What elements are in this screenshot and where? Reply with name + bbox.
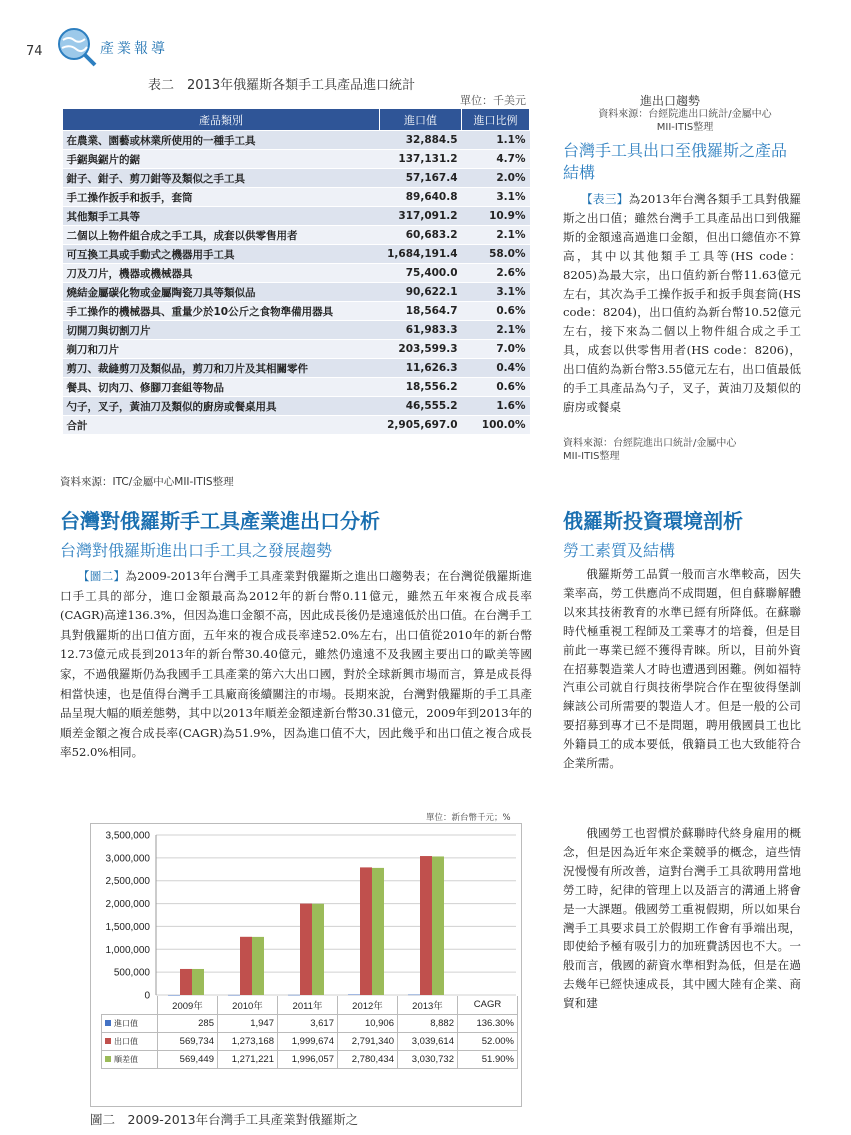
- source-note-bottom: 資料來源：台經院進出口統計/金屬中心 MII-ITIS整理: [563, 437, 801, 463]
- cell-share: 1.1%: [462, 131, 530, 150]
- legend-label: 出口值: [114, 1036, 138, 1046]
- cell-value: 317,091.2: [380, 207, 462, 226]
- table-row: [63, 359, 530, 378]
- series-row: [102, 1014, 518, 1032]
- table-body: [63, 131, 530, 435]
- right-paragraph-3: 俄國勞工也習慣於蘇聯時代終身雇用的概念，但是因為近年來企業競爭的概念，這些情況慢慢有所改善，這對台灣手工具欲聘用當地勞工時，紀律的管理上以及語言的溝通上將會是一大課題。俄國勞工重視假期，所以如果台灣手工具要求員工於假期工作會有爭端出現，即使給予極有吸引力的加班費誘因也不大。一般而言，俄國的薪資水準相對為低，但是在過去幾年已經快速成長，其中國大陸有企業、商貿和建: [563, 826, 801, 1011]
- legend-swatch: [105, 1056, 111, 1062]
- right-paragraph-1: [563, 190, 801, 417]
- cell-value: 137,131.2: [380, 150, 462, 169]
- col-header-share: 進口比例: [462, 109, 530, 131]
- cell-share: 58.0%: [462, 245, 530, 264]
- table-row: [63, 150, 530, 169]
- body-paragraph: [60, 567, 532, 763]
- data-label: 3,617: [278, 1014, 338, 1032]
- y-tick-label: 2,500,000: [105, 876, 150, 888]
- body-text: 為2009-2013年台灣手工具產業對俄羅斯之進出口趨勢表；在台灣從俄羅斯進口手工具的部分，進口金額最高為2012年的新台幣0.11億元，雖然五年來複合成長率(CAGR)高達136.3%，但因為進口金額不高，因此成長後仍是遠遠低於出口值。在台灣手工具對俄羅斯的出口值方面，五年來的複合成長率達52.0%左右，出口值從2010年的新台幣12.73億元成長到2013年的新台幣30.40億元，雖然仍遠遠不及我國主要出口的歐美等國家，不過俄羅斯仍為我國手工具產業的第六大出口國，對於全球新興市場而言，算是成長得相當快速，也是值得台灣手工具廠商後續關注的市場。長期來說，台灣對俄羅斯的手工具產品呈現大幅的順差態勢，其中以2013年順差金額達新台幣30.31億元，2009年到2013年的順差金額之複合成長率(CAGR)為51.9%，因為進口值不大，因此幾乎和出口值之複合成長率52.0%相同。: [60, 569, 533, 760]
- bar-順差值-2012年: [372, 868, 384, 995]
- table-row: [63, 169, 530, 188]
- data-label: 1,273,168: [218, 1032, 278, 1050]
- bar-順差值-2010年: [252, 937, 264, 995]
- table-row: [63, 397, 530, 416]
- cell-category: 二個以上物件組合成之手工具，成套以供零售用者: [63, 226, 380, 245]
- data-label: 1,996,057: [278, 1050, 338, 1068]
- data-label: 51.90%: [458, 1050, 518, 1068]
- data-label: 52.00%: [458, 1032, 518, 1050]
- bar-出口值-2009年: [180, 969, 192, 995]
- cell-share: 2.6%: [462, 264, 530, 283]
- data-label: 1,999,674: [278, 1032, 338, 1050]
- cell-share: 0.6%: [462, 378, 530, 397]
- x-tick-label: CAGR: [458, 996, 518, 1014]
- cell-share: 2.0%: [462, 169, 530, 188]
- x-tick-label: 2012年: [338, 996, 398, 1014]
- cell-value: 2,905,697.0: [380, 416, 462, 435]
- data-label: 3,039,614: [398, 1032, 458, 1050]
- table-row: [63, 131, 530, 150]
- y-tick-label: 1,500,000: [105, 921, 150, 933]
- legend-swatch: [105, 1038, 111, 1044]
- cell-category: 鉗子、鉗子、剪刀鉗等及類似之手工具: [63, 169, 380, 188]
- globe-magnifier-icon: [54, 24, 98, 68]
- y-tick-label: 2,000,000: [105, 899, 150, 911]
- table-row: [63, 188, 530, 207]
- cell-share: 3.1%: [462, 283, 530, 302]
- cell-category: 可互換工具或手動式之機器用手工具: [63, 245, 380, 264]
- x-tick-label: 2010年: [218, 996, 278, 1014]
- bar-出口值-2013年: [420, 856, 432, 995]
- cell-category: 餐具、切肉刀、修腳刀套組等物品: [63, 378, 380, 397]
- data-label: 8,882: [398, 1014, 458, 1032]
- bar-chart: [90, 823, 522, 999]
- data-label: 3,030,732: [398, 1050, 458, 1068]
- table-row: [63, 245, 530, 264]
- cell-value: 18,556.2: [380, 378, 462, 397]
- cell-share: 2.1%: [462, 226, 530, 245]
- data-label: 2,780,434: [338, 1050, 398, 1068]
- cell-category: 刀及刀片，機器或機械器具: [63, 264, 380, 283]
- bar-順差值-2011年: [312, 904, 324, 995]
- bar-出口值-2011年: [300, 904, 312, 995]
- table-row: [63, 207, 530, 226]
- cell-share: 7.0%: [462, 340, 530, 359]
- cell-category: 燒結金屬碳化物或金屬陶瓷刀具等類似品: [63, 283, 380, 302]
- y-tick-label: 3,000,000: [105, 853, 150, 865]
- data-label: 285: [158, 1014, 218, 1032]
- table-unit: 單位：千美元: [460, 94, 526, 107]
- chart-unit: 單位：新台幣千元；%: [426, 813, 511, 823]
- cell-share: 3.1%: [462, 188, 530, 207]
- legend-label: 順差值: [114, 1054, 138, 1064]
- data-label: 569,449: [158, 1050, 218, 1068]
- source-line: 資料來源：台經院進出口統計/金屬中心 MII-ITIS整理: [598, 109, 772, 133]
- legend-label: 進口值: [114, 1018, 138, 1028]
- bar-出口值-2010年: [240, 937, 252, 995]
- table-row: [63, 264, 530, 283]
- y-tick-label: 0: [144, 990, 150, 999]
- cell-category: 合計: [63, 416, 380, 435]
- col-header-category: 產品類別: [63, 109, 380, 131]
- data-label: 1,271,221: [218, 1050, 278, 1068]
- x-tick-label: 2009年: [158, 996, 218, 1014]
- figure-ref: 【圖二】: [83, 569, 126, 583]
- cell-share: 1.6%: [462, 397, 530, 416]
- section-label: 產業報導: [100, 41, 168, 57]
- cell-share: 4.7%: [462, 150, 530, 169]
- chart-data-table: [101, 996, 518, 1069]
- x-tick-label: 2011年: [278, 996, 338, 1014]
- cell-value: 11,626.3: [380, 359, 462, 378]
- table-row: [63, 321, 530, 340]
- import-table: [62, 108, 530, 435]
- cell-share: 0.6%: [462, 302, 530, 321]
- data-label: 2,791,340: [338, 1032, 398, 1050]
- y-tick-label: 1,000,000: [105, 944, 150, 956]
- section-heading: 台灣對俄羅斯手工具產業進出口分析: [60, 509, 380, 533]
- trend-title: 進出口趨勢: [640, 94, 701, 108]
- y-tick-label: 500,000: [113, 967, 150, 979]
- cell-value: 203,599.3: [380, 340, 462, 359]
- cell-category: 手鋸與鋸片的鋸: [63, 150, 380, 169]
- cell-category: 手工操作扳手和扳手，套筒: [63, 188, 380, 207]
- data-label: 10,906: [338, 1014, 398, 1032]
- y-tick-label: 3,500,000: [105, 830, 150, 842]
- bar-出口值-2012年: [360, 867, 372, 995]
- cell-value: 75,400.0: [380, 264, 462, 283]
- table-row: [63, 416, 530, 435]
- right-paragraph-2: 俄羅斯勞工品質一般而言水準較高，因失業率高，勞工供應尚不成問題，但自蘇聯解體以來其技術教育的水準已經有所降低。在蘇聯時代極重視工程師及工業專才的培養，但是目前此一專業已經不獲得青睞。所以，目前外資在招募製造業人才時也遭遇到困難。例如福特汽車公司就自行與技術學院合作在聖彼得堡訓練該公司所需要的製造人才。但是一般的公司要招募到專才已不是問題，聘用俄國員工也比外籍員工的成本要低，俄籍員工也大致能符合企業所需。: [563, 567, 801, 771]
- right-body-1: 為2013年台灣各類手工具對俄羅斯之出口值；雖然台灣手工具產品出口到俄羅斯的金額遠高過進口金額，但出口總值亦不算高，其中以其他類手工具等(HS code：8205)為最大宗，出口值約新台幣11.63億元左右，其次為手工操作扳手和扳手與套筒(HS code：8204)，出口值約為新台幣10.52億元左右，接下來為二個以上物件組合成之手工具，成套以供零售用者(HS code：8206)，出口值約為新台幣3.55億元左右，出口值最低的手工具產品為勺子，叉子，黃油刀及類似的廚房或餐桌: [563, 192, 801, 414]
- cell-value: 18,564.7: [380, 302, 462, 321]
- table-title: 表二 2013年俄羅斯各類手工具產品進口統計: [148, 78, 416, 93]
- cell-share: 100.0%: [462, 416, 530, 435]
- page-number: 74: [26, 44, 43, 59]
- bar-順差值-2009年: [192, 969, 204, 995]
- cell-value: 89,640.8: [380, 188, 462, 207]
- table-row: [63, 340, 530, 359]
- cell-value: 90,622.1: [380, 283, 462, 302]
- section-subheading: 台灣對俄羅斯進出口手工具之發展趨勢: [60, 541, 333, 560]
- col-header-value: 進口值: [380, 109, 462, 131]
- cell-value: 1,684,191.4: [380, 245, 462, 264]
- cell-category: 勺子，叉子，黃油刀及類似的廚房或餐桌用具: [63, 397, 380, 416]
- figure-caption: 圖二 2009-2013年台灣手工具產業對俄羅斯之: [90, 1112, 359, 1127]
- cell-share: 10.9%: [462, 207, 530, 226]
- data-label: 136.30%: [458, 1014, 518, 1032]
- data-label: 1,947: [218, 1014, 278, 1032]
- cell-category: 切開刀與切割刀片: [63, 321, 380, 340]
- table-ref: 【表三】: [586, 192, 629, 206]
- cell-value: 57,167.4: [380, 169, 462, 188]
- cell-category: 其他類手工具等: [63, 207, 380, 226]
- cell-share: 2.1%: [462, 321, 530, 340]
- cell-category: 在農業、園藝或林業所使用的一種手工具: [63, 131, 380, 150]
- x-tick-label: 2013年: [398, 996, 458, 1014]
- table-row: [63, 378, 530, 397]
- table-row: [63, 226, 530, 245]
- table-row: [63, 283, 530, 302]
- cell-value: 60,683.2: [380, 226, 462, 245]
- cell-category: 剪刀、裁縫剪刀及類似品，剪刀和刀片及其相關零件: [63, 359, 380, 378]
- cell-value: 32,884.5: [380, 131, 462, 150]
- series-row: [102, 1050, 518, 1068]
- right-heading: 俄羅斯投資環境剖析: [563, 509, 743, 533]
- right-subheading: 台灣手工具出口至俄羅斯之產品結構: [563, 141, 788, 182]
- table-row: [63, 302, 530, 321]
- table-source: 資料來源：ITC/金屬中心MII-ITIS整理: [60, 476, 234, 488]
- bar-順差值-2013年: [432, 856, 444, 995]
- cell-category: 剃刀和刀片: [63, 340, 380, 359]
- right-subheading-2: 勞工素質及結構: [563, 541, 676, 560]
- legend-swatch: [105, 1020, 111, 1026]
- cell-share: 0.4%: [462, 359, 530, 378]
- bar-進口值-2012年: [348, 995, 360, 996]
- cell-value: 46,555.2: [380, 397, 462, 416]
- cell-value: 61,983.3: [380, 321, 462, 340]
- series-row: [102, 1032, 518, 1050]
- data-label: 569,734: [158, 1032, 218, 1050]
- cell-category: 手工操作的機械器具、重量少於10公斤之食物準備用器具: [63, 302, 380, 321]
- source-note-top: [569, 108, 801, 134]
